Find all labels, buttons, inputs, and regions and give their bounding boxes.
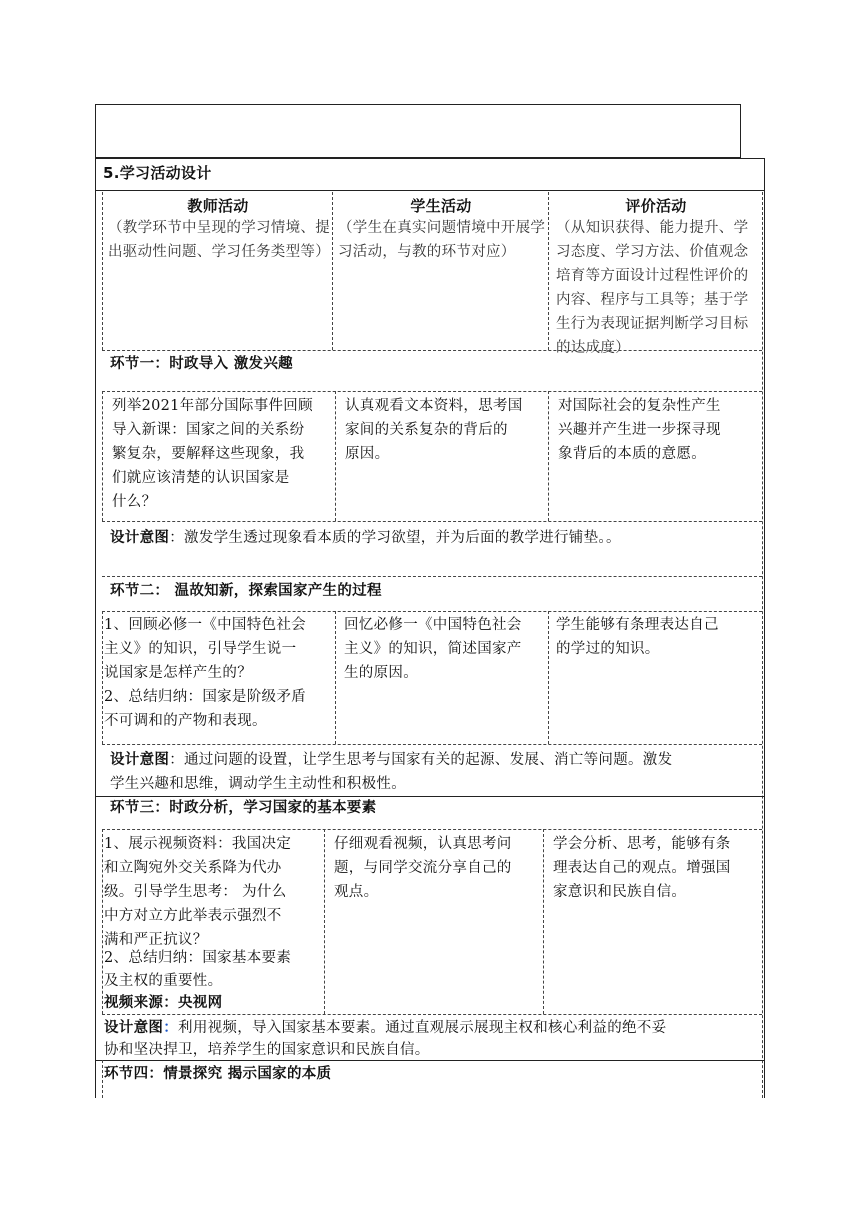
- design-intent-colon: ：: [163, 1019, 179, 1036]
- evaluation-line: 兴趣并产生进一步探寻现: [558, 422, 721, 438]
- divider: [102, 611, 762, 612]
- student-activity-line: 原因。: [345, 446, 390, 462]
- design-intent-text: ：激发学生透过现象看本质的学习欲望，并为后面的教学进行铺垫。。: [169, 530, 621, 546]
- divider: [102, 350, 762, 351]
- evaluation-line: 学生能够有条理表达自己: [556, 617, 719, 633]
- design-intent-text: ：通过问题的设置，让学生思考与国家有关的起源、发展、消亡等问题。激发: [169, 752, 673, 768]
- design-intent-label: 设计意图: [110, 752, 170, 768]
- design-intent-text: 学生兴趣和思维，调动学生主动性和积极性。: [110, 776, 406, 792]
- teacher-activity-line: 1、展示视频资料：我国决定: [104, 836, 292, 852]
- section-title: 5.学习活动设计: [103, 164, 212, 182]
- teacher-activity-line: 导入新课：国家之间的关系纷: [112, 422, 305, 438]
- design-intent: [104, 1016, 666, 1040]
- teacher-activity-line: 繁复杂，要解释这些现象，我: [112, 446, 305, 462]
- divider: [102, 192, 103, 350]
- top-empty-box: [95, 104, 741, 158]
- student-activity-line: 题，与同学交流分享自己的: [334, 860, 512, 876]
- stage-title: 环节四：情景探究 揭示国家的本质: [104, 1066, 332, 1082]
- divider: [102, 829, 762, 830]
- teacher-activity-line: 满和严正抗议？: [104, 932, 208, 948]
- divider: [548, 391, 549, 521]
- divider: [102, 521, 762, 522]
- teacher-activity-line: 2、总结归纳：国家是阶级矛盾: [104, 689, 306, 705]
- stage-title: 环节三：时政分析，学习国家的基本要素: [110, 800, 377, 816]
- teacher-activity-line: 列举2021年部分国际事件回顾: [112, 398, 313, 414]
- design-intent: [110, 526, 621, 550]
- divider: [102, 391, 103, 521]
- divider: [102, 391, 762, 392]
- divider: [335, 391, 336, 521]
- teacher-header-title: 教师活动: [187, 197, 249, 215]
- teacher-activity-line: 中方对立方此举表示强烈不: [104, 908, 282, 924]
- student-activity-line: 生的原因。: [344, 665, 418, 681]
- divider: [102, 744, 762, 745]
- teacher-activity-line: 什么？: [112, 494, 157, 510]
- design-intent-label: 设计意图: [104, 1020, 164, 1036]
- stage-title: 环节二： 温故知新，探索国家产生的过程: [110, 583, 382, 599]
- student-activity-line: 主义》的知识，简述国家产: [344, 641, 522, 657]
- evaluation-header-desc: （从知识获得、能力提升、学习态度、学习方法、价值观念培育等方面设计过程性评价的内容、程序与工具等；基于学生行为表现证据判断学习目标的达成度）: [556, 220, 749, 356]
- divider: [102, 576, 762, 577]
- teacher-activity-line: 2、总结归纳：国家基本要素: [104, 950, 292, 966]
- design-intent-text: 利用视频，导入国家基本要素。通过直观展示展现主权和核心利益的绝不妥: [178, 1020, 667, 1036]
- divider: [102, 1060, 103, 1098]
- teacher-activity-line: 及主权的重要性。: [104, 973, 223, 989]
- divider: [548, 192, 549, 350]
- evaluation-line: 理表达自己的观点。增强国: [553, 860, 731, 876]
- evaluation-line: 对国际社会的复杂性产生: [558, 398, 721, 414]
- student-activity-line: 观点。: [334, 884, 379, 900]
- design-intent-label: 设计意图: [110, 530, 170, 546]
- student-activity-line: 回忆必修一《中国特色社会: [344, 617, 522, 633]
- teacher-activity-line: 和立陶宛外交关系降为代办: [104, 860, 282, 876]
- teacher-activity-line: 1、回顾必修一《中国特色社会: [104, 617, 306, 633]
- teacher-activity-line: 级。引导学生思考： 为什么: [104, 884, 287, 900]
- teacher-activity-line: 们就应该清楚的认识国家是: [112, 470, 290, 486]
- student-header-title: 学生活动: [410, 197, 472, 215]
- evaluation-line: 的学过的知识。: [556, 641, 660, 657]
- evaluation-line: 家意识和民族自信。: [553, 884, 687, 900]
- divider: [102, 611, 103, 744]
- divider: [332, 192, 333, 350]
- student-header-desc: （学生在真实问题情境中开展学习活动，与教的环节对应）: [338, 220, 546, 260]
- teacher-activity-line: 主义》的知识，引导学生说一: [104, 641, 297, 657]
- teacher-activity-line: 不可调和的产物和表现。: [104, 713, 267, 729]
- evaluation-line: 象背后的本质的意愿。: [558, 446, 706, 462]
- divider: [95, 1060, 765, 1061]
- divider: [335, 611, 336, 744]
- divider: [762, 192, 763, 1098]
- divider: [543, 829, 544, 1014]
- design-intent: [110, 748, 672, 772]
- evaluation-header-title: 评价活动: [625, 197, 687, 215]
- student-activity-line: 家间的关系复杂的背后的: [345, 422, 508, 438]
- divider: [102, 1014, 762, 1015]
- student-activity-line: 认真观看文本资料，思考国: [345, 398, 523, 414]
- video-source: 视频来源：央视网: [104, 995, 223, 1011]
- divider: [102, 829, 103, 1014]
- divider: [548, 611, 549, 744]
- evaluation-line: 学会分析、思考，能够有条: [553, 836, 731, 852]
- divider: [95, 190, 765, 191]
- teacher-header-desc: （教学环节中呈现的学习情境、提出驱动性问题、学习任务类型等）: [108, 220, 330, 260]
- teacher-activity-line: 说国家是怎样产生的？: [104, 665, 252, 681]
- divider: [324, 829, 325, 1014]
- stage-title: 环节一：时政导入 激发兴趣: [110, 356, 293, 372]
- student-activity-line: 仔细观看视频，认真思考问: [334, 836, 512, 852]
- design-intent-text: 协和坚决捍卫，培养学生的国家意识和民族自信。: [104, 1042, 430, 1058]
